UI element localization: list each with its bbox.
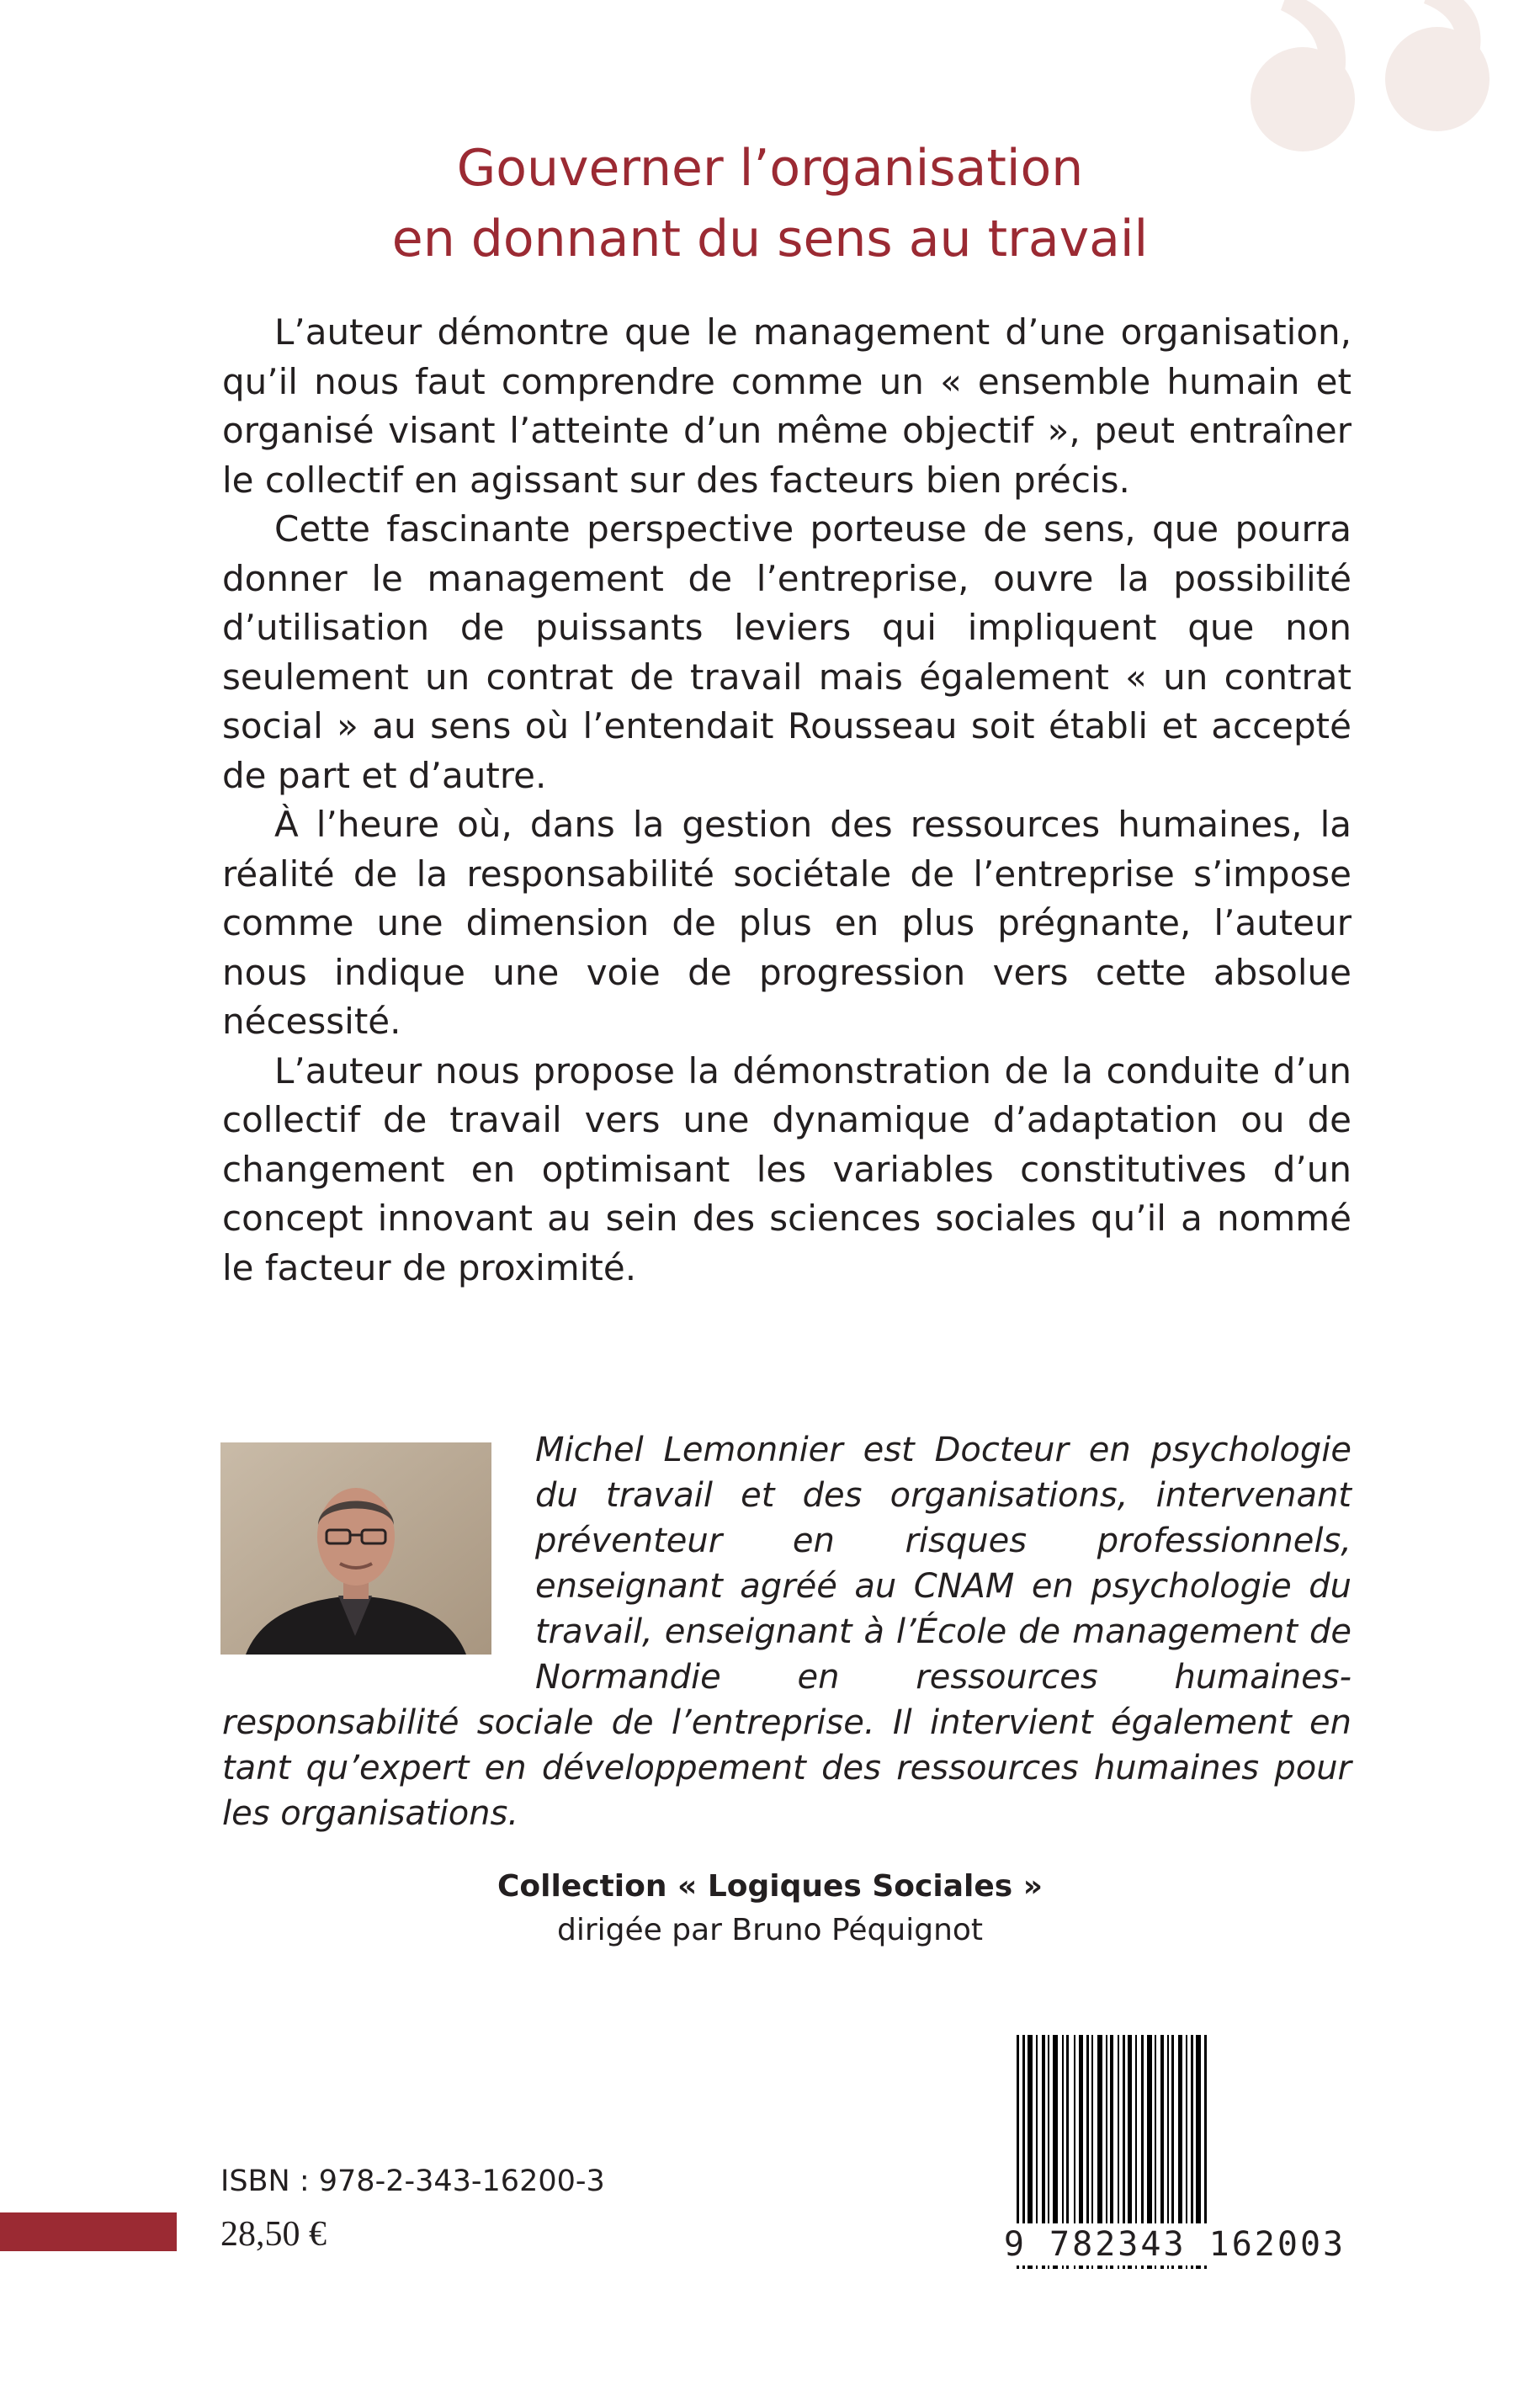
collection-director: dirigée par Bruno Péquignot xyxy=(556,1913,984,1947)
summary-text xyxy=(222,308,1351,1293)
summary-paragraph: Cette fascinante perspective porteuse de sens, que pourra donner le management de l’entreprise, ouvre la possibilité d’utilisation de puissants leviers qui impliquent que non seulement un contrat de travail mais également « un contrat social » au sens où l’entendait Rousseau soit établi et accepté de part et d’autre. xyxy=(222,508,1351,796)
book-title xyxy=(0,133,1540,274)
title-line-2: en donnant du sens au travail xyxy=(391,210,1149,268)
isbn: ISBN : 978-2-343-16200-3 xyxy=(220,2165,605,2198)
barcode-number: 9 782343 162003 xyxy=(990,2223,1360,2265)
author-name: Michel Lemonnier xyxy=(535,1431,843,1469)
collection-name: Collection « Logiques Sociales » xyxy=(497,1869,1043,1904)
collection-info xyxy=(0,1865,1540,1952)
price: 28,50 € xyxy=(220,2215,327,2254)
photo-spacer xyxy=(222,1427,535,1698)
summary-paragraph: L’auteur démontre que le management d’une organisation, qu’il nous faut comprendre comme un « ensemble humain et organisé visant l’atteinte d’un même objectif », peut entraîner le collectif en agissant sur des facteurs bien précis. xyxy=(222,311,1351,501)
accent-bar xyxy=(0,2212,177,2251)
summary-paragraph: À l’heure où, dans la gestion des ressources humaines, la réalité de la responsabilité sociétale de l’entreprise s’impose comme une dimension de plus en plus prégnante, l’auteur nous indique une voie de progression vers cette absolue nécessité. xyxy=(222,804,1351,1042)
author-bio xyxy=(222,1427,1351,1836)
title-line-1: Gouverner l’organisation xyxy=(456,139,1084,198)
summary-paragraph: L’auteur nous propose la démonstration de la conduite d’un collectif de travail vers une dynamique d’adaptation ou de changement en optimisant les variables constitutives d’un concept innovant au sein des sciences sociales qu’il a nommé le facteur de proximité. xyxy=(222,1049,1351,1288)
author-bio-text: est Docteur en psychologie du travail et des organisations, intervenant préventeur en risques professionnels, enseignant agréé au CNAM en psychologie du travail, enseignant à l’École de management de Normandie en ressources humaines-responsabilité sociale de l’entreprise. Il intervient également en tant qu’expert en développement des ressources humaines pour les organisations. xyxy=(222,1431,1352,1833)
